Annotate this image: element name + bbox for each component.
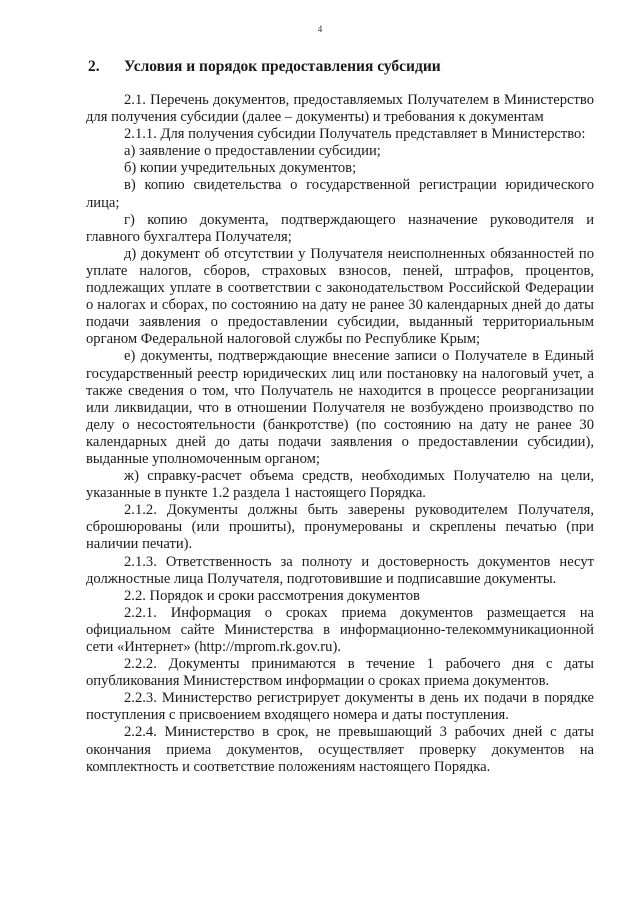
document-body (86, 92, 594, 776)
paragraph-2-2-1: 2.2.1. Информация о сроках приема документов размещается на официальном сайте Министерства в информационно-телекоммуникационной сети «Интернет» (http://mprom.rk.gov.ru). (86, 604, 594, 655)
list-item-e: е) документы, подтверждающие внесение записи о Получателе в Единый государственный реестр юридических лиц или постановку на налоговый учет, а также сведения о том, что Получатель не находится в процессе реорганизации или ликвидации, что в отношении Получателя не возбуждено производство по делу о несостоятельности (банкротстве) (по состоянию на дату не ранее 30 календарных дней до даты подачи заявления о предоставлении субсидии), выданные уполномоченным органом; (86, 348, 594, 467)
list-item-b: б) копии учредительных документов; (124, 160, 357, 177)
list-item-a: а) заявление о предоставлении субсидии; (124, 143, 381, 160)
paragraph-2-2: 2.2. Порядок и сроки рассмотрения документов (124, 587, 420, 604)
list-item-d: д) документ об отсутствии у Получателя неисполненных обязанностей по уплате налогов, сборов, страховых взносов, пеней, штрафов, процентов, подлежащих уплате в соответствии с законодательством Российской Федерации о налогах и сборах, по состоянию на дату не ранее 30 календарных дней до даты подачи заявления о предоставлении субсидии, выданный территориальным органом Федеральной налоговой службы по Республике Крым; (86, 245, 594, 348)
paragraph-2-1-2: 2.1.2. Документы должны быть заверены руководителем Получателя, сброшюрованы (или прошиты), пронумерованы и скреплены печатью (при наличии печати). (86, 502, 594, 553)
paragraph-2-1-1: 2.1.1. Для получения субсидии Получатель представляет в Министерство: (124, 126, 586, 143)
paragraph-2-2-4: 2.2.4. Министерство в срок, не превышающий 3 рабочих дней с даты окончания приема документов, осуществляет проверку документов на комплектность и соответствие положениям настоящего Порядка. (86, 724, 594, 775)
list-item-v: в) копию свидетельства о государственной регистрации юридического лица; (86, 177, 594, 211)
paragraph-2-1: 2.1. Перечень документов, предоставляемых Получателем в Министерство для получения субсидии (далее – документы) и требования к документам (86, 92, 594, 126)
page-number: 4 (317, 24, 323, 34)
section-heading (88, 58, 568, 76)
section-number: 2. (88, 58, 100, 75)
list-item-g: г) копию документа, подтверждающего назначение руководителя и главного бухгалтера Получателя; (86, 211, 594, 245)
list-item-zh: ж) справку-расчет объема средств, необходимых Получателю на цели, указанные в пункте 1.2 раздела 1 настоящего Порядка. (86, 468, 594, 502)
paragraph-2-2-2: 2.2.2. Документы принимаются в течение 1 рабочего дня с даты опубликования Министерством информации о сроках приема документов. (86, 656, 594, 690)
section-title: Условия и порядок предоставления субсидии (124, 58, 441, 75)
paragraph-2-1-3: 2.1.3. Ответственность за полноту и достоверность документов несут должностные лица Получателя, подготовившие и подписавшие документы. (86, 553, 594, 587)
paragraph-2-2-3: 2.2.3. Министерство регистрирует документы в день их подачи в порядке поступления с присвоением входящего номера и даты поступления. (86, 690, 594, 724)
